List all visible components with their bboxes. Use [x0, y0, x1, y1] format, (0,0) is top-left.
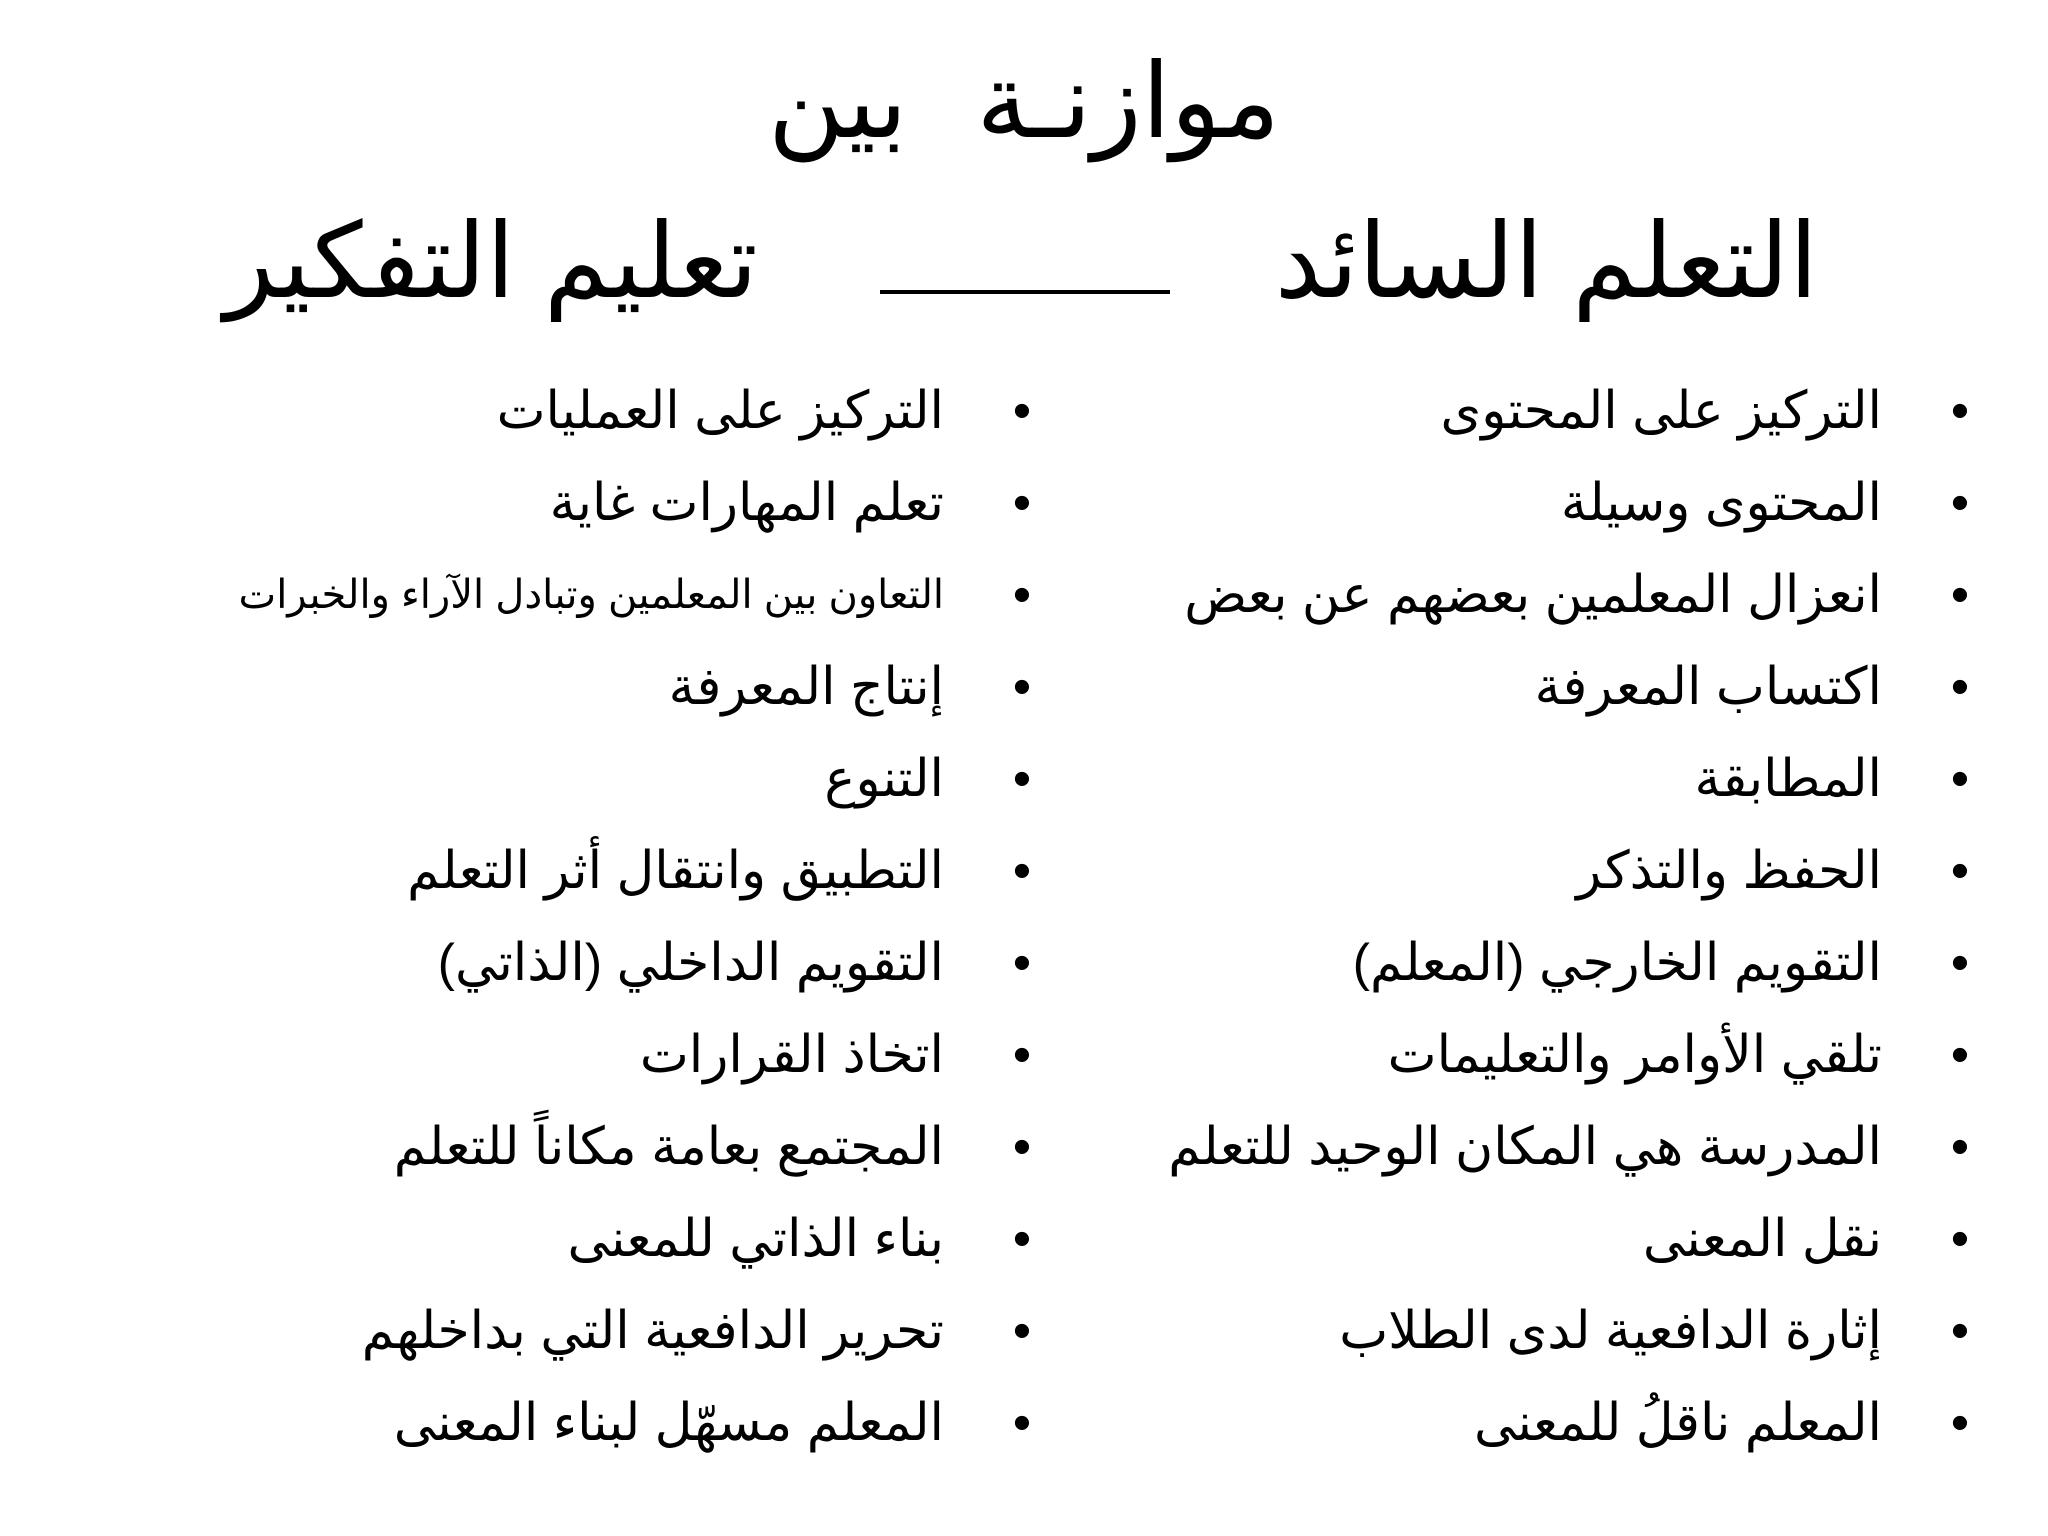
bullet-icon: • [1950, 750, 1970, 808]
bullet-icon: • [1950, 1026, 1970, 1084]
bullet-icon: • [1012, 382, 1032, 440]
bullet-icon: • [1012, 474, 1032, 532]
list-item [239, 549, 1042, 641]
list-item-text: تعلم المهارات غاية [549, 474, 944, 532]
list-item [1168, 549, 1980, 641]
list-item-text: إنتاج المعرفة [668, 658, 944, 716]
bullet-icon: • [1012, 934, 1032, 992]
list-item-text: التعاون بين المعلمين وتبادل الآراء والخبرات [238, 573, 944, 617]
list-item-text: انعزال المعلمين بعضهم عن بعض [1184, 566, 1882, 624]
header-prevailing-learning: التعلم السائد [1274, 204, 1818, 320]
bullet-icon: • [1950, 1210, 1970, 1268]
bullet-icon: • [1012, 1394, 1032, 1452]
list-item [1168, 457, 1980, 549]
list-item-text: اتخاذ القرارات [639, 1026, 944, 1084]
bullet-icon: • [1950, 474, 1970, 532]
bullet-icon: • [1950, 842, 1970, 900]
list-item [239, 1377, 1042, 1469]
list-item-text: إثارة الدافعية لدى الطلاب [1339, 1302, 1882, 1360]
slide-title: موازنـة بين [767, 44, 1281, 160]
list-item [239, 1285, 1042, 1377]
list-item [1168, 365, 1980, 457]
list-item [239, 365, 1042, 457]
list-item [1168, 733, 1980, 825]
prevailing-learning-list [1168, 365, 1980, 1469]
list-item-text: اكتساب المعرفة [1534, 658, 1882, 716]
bullet-icon: • [1950, 658, 1970, 716]
list-item [239, 1009, 1042, 1101]
list-item [239, 1101, 1042, 1193]
list-item [239, 1193, 1042, 1285]
list-item [1168, 1101, 1980, 1193]
bullet-icon: • [1012, 566, 1032, 624]
list-item-text: المجتمع بعامة مكاناً للتعلم [393, 1118, 944, 1176]
list-item [239, 733, 1042, 825]
list-item-text: المطابقة [1694, 750, 1882, 808]
thinking-teaching-list [239, 365, 1042, 1469]
header-thinking-teaching: تعليم التفكير [224, 204, 758, 320]
list-item [1168, 1009, 1980, 1101]
bullet-icon: • [1950, 1394, 1970, 1452]
list-item-text: التركيز على المحتوى [1440, 382, 1882, 440]
bullet-icon: • [1950, 1118, 1970, 1176]
list-item [1168, 1377, 1980, 1469]
bullet-icon: • [1012, 1026, 1032, 1084]
list-item [1168, 641, 1980, 733]
bullet-icon: • [1012, 1302, 1032, 1360]
list-item-text: نقل المعنى [1642, 1210, 1882, 1268]
list-item-text: تحرير الدافعية التي بداخلهم [361, 1302, 944, 1360]
list-item-text: التقويم الخارجي (المعلم) [1352, 934, 1882, 992]
list-item [239, 457, 1042, 549]
list-item [1168, 825, 1980, 917]
list-item-text: المعلم مسهّل لبناء المعنى [393, 1394, 944, 1452]
list-item-text: المعلم ناقلُ للمعنى [1474, 1394, 1882, 1452]
list-item-text: الحفظ والتذكر [1576, 842, 1882, 900]
list-item [239, 825, 1042, 917]
bullet-icon: • [1012, 842, 1032, 900]
bullet-icon: • [1950, 1302, 1970, 1360]
header-separator-line [880, 290, 1170, 294]
list-item-text: التقويم الداخلي (الذاتي) [437, 934, 944, 992]
bullet-icon: • [1012, 750, 1032, 808]
bullet-icon: • [1012, 1210, 1032, 1268]
list-item [1168, 1193, 1980, 1285]
bullet-icon: • [1950, 566, 1970, 624]
list-item-text: التنوع [824, 750, 944, 808]
list-item-text: تلقي الأوامر والتعليمات [1387, 1026, 1882, 1084]
bullet-icon: • [1012, 1118, 1032, 1176]
list-item [1168, 917, 1980, 1009]
bullet-icon: • [1012, 658, 1032, 716]
bullet-icon: • [1950, 934, 1970, 992]
list-item-text: التركيز على العمليات [496, 382, 944, 440]
list-item-text: بناء الذاتي للمعنى [567, 1210, 944, 1268]
list-item [1168, 1285, 1980, 1377]
list-item-text: المحتوى وسيلة [1560, 474, 1882, 532]
list-item-text: التطبيق وانتقال أثر التعلم [407, 842, 944, 900]
list-item-text: المدرسة هي المكان الوحيد للتعلم [1168, 1118, 1882, 1176]
list-item [239, 917, 1042, 1009]
bullet-icon: • [1950, 382, 1970, 440]
list-item [239, 641, 1042, 733]
